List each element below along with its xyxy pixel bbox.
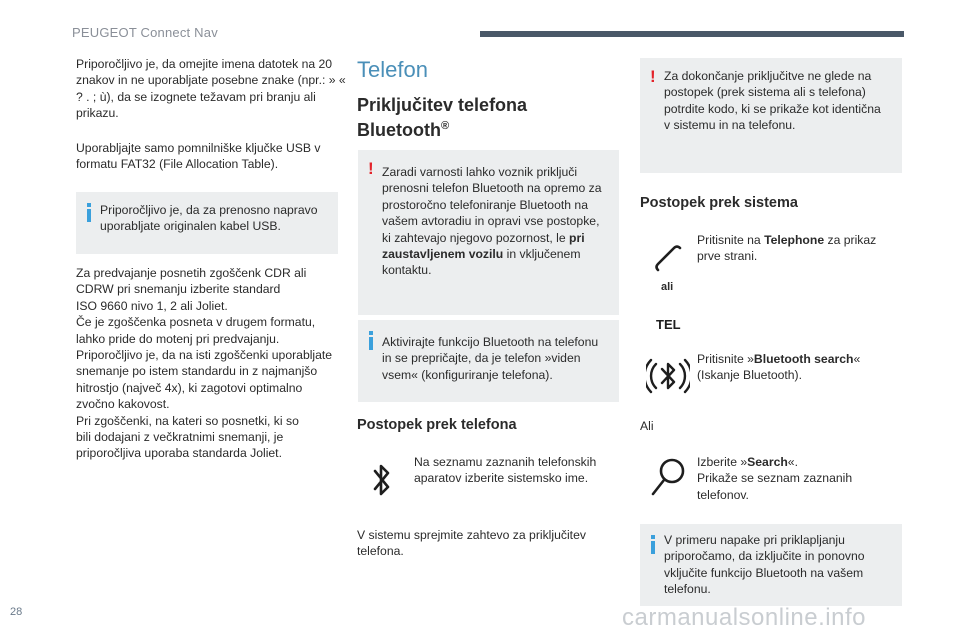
page-number: 28 [10, 606, 23, 618]
bluetooth-search-step-text [697, 351, 902, 384]
telephone-step-text [697, 232, 902, 265]
registered-mark: ® [440, 120, 450, 132]
search-step-line2: Prikaže se seznam zaznanih telefonov. [697, 471, 853, 502]
telephone-label: Telephone [764, 233, 825, 247]
watermark: carmanualsonline.info [622, 604, 866, 631]
search-icon [648, 455, 688, 499]
activate-bluetooth-info-box [358, 320, 619, 402]
cd-line: Priporočljivo je, da na isti zgoščenki uporabljate [76, 348, 333, 363]
usb-format-paragraph: Uporabljajte samo pomnilniške ključke USB v formatu FAT32 (File Allocation Table). [76, 141, 321, 172]
step-text-part: Pritisnite » [697, 352, 754, 366]
bluetooth-icon [368, 460, 396, 500]
warning-icon: ! [650, 67, 656, 86]
reconnect-info-text: V primeru napake pri priklapljanju priporočamo, da izključite in ponovno vključite funkcijo Bluetooth na vašem telefonu. [664, 533, 865, 597]
step-text-part: « (Iskanje Bluetooth). [697, 352, 861, 383]
usb-cable-info-box [76, 192, 338, 254]
cd-line: snemanje po istem standardu in z najmanjšo [76, 364, 318, 379]
cd-line: hitrostjo (največ 4x), ki zagotovi optimalno [76, 380, 303, 395]
cd-line: Za predvajanje posnetih zgoščenk CDR ali [76, 266, 307, 280]
ali-label: ali [661, 281, 674, 293]
accept-request-paragraph: V sistemu sprejmite zahtevo za priključitev telefona. [357, 528, 586, 559]
cd-line: priporočljiva uporaba standarda Joliet. [76, 446, 282, 461]
info-icon [651, 535, 655, 554]
usb-filename-paragraph: Priporočljivo je, da omejite imena datotek na 20 znakov in ne uporabljate posebne znake (npr.: » « ? . ; ù), da se izognete težavam pri branju ali prikazu. [76, 57, 346, 121]
cd-line: lahko pride do motenj pri predvajanju. [76, 331, 280, 346]
phone-procedure-heading: Postopek prek telefona [357, 417, 517, 433]
header-title: PEUGEOT Connect Nav [72, 25, 218, 40]
info-icon [369, 331, 373, 350]
cd-line: Če je zgoščenka posneta v drugem formatu, [76, 315, 316, 330]
warning-text-part: in vključenem kontaktu. [382, 247, 581, 278]
step-text-part: Pritisnite na [697, 233, 765, 247]
confirm-code-warning-box [640, 58, 902, 173]
step-text-part: Izberite » [697, 455, 748, 469]
step-text-part: za prikaz prve strani. [697, 233, 877, 264]
tel-button-label: TEL [656, 317, 681, 332]
cd-line: zvočno kakovost. [76, 397, 170, 412]
bluetooth-heading [357, 95, 617, 141]
search-step-text [697, 454, 902, 503]
ali-text: Ali [640, 419, 654, 433]
bluetooth-heading-line1: Priključitev telefona [357, 95, 528, 115]
warning-icon: ! [368, 159, 374, 178]
bluetooth-search-icon [646, 354, 690, 398]
warning-text-bold: pri zaustavljenem vozilu [382, 230, 585, 262]
confirm-code-text: Za dokončanje priključitve ne glede na postopek (prek sistema ali s telefona) potrdite kodo, ki se prikaže kot identična v sistemu in na telefonu. [664, 69, 881, 133]
warning-text-part: Zaradi varnosti lahko voznik priključi prenosni telefon Bluetooth na opremo za prostoročno telefoniranje Bluetooth na vašem avtoradiu in opravi vse postopke, ki zahtevajo njegovo pozornost, le [382, 165, 602, 245]
phone-step-text: Na seznamu zaznanih telefonskih aparatov izberite sistemsko ime. [414, 455, 597, 486]
cd-line: Pri zgoščenki, na kateri so posnetki, ki so [76, 413, 299, 428]
phone-icon [652, 242, 686, 276]
reconnect-info-box [640, 524, 902, 606]
search-step-line1 [697, 454, 902, 470]
bluetooth-search-label: Bluetooth search [753, 352, 854, 366]
bluetooth-heading-text: Bluetooth [357, 120, 441, 140]
header-bar [480, 31, 904, 37]
cd-recording-paragraph [76, 265, 348, 462]
step-text-part: «. [787, 455, 798, 469]
search-label: Search [747, 455, 788, 469]
section-title: Telefon [357, 57, 428, 82]
cd-line: CDRW pri snemanju izberite standard [76, 282, 281, 297]
cd-line: bili dodajani z večkratnimi snemanji, je [76, 430, 284, 445]
info-icon [87, 203, 91, 222]
system-procedure-heading: Postopek prek sistema [640, 195, 798, 211]
activate-bluetooth-text: Aktivirajte funkcijo Bluetooth na telefonu in se prepričajte, da je telefon »viden vsem« (konfiguriranje telefona). [382, 335, 599, 382]
cd-line: ISO 9660 nivo 1, 2 ali Joliet. [76, 298, 228, 313]
safety-warning-text [382, 164, 607, 279]
safety-warning-box [358, 150, 619, 315]
bluetooth-heading-line2 [357, 116, 617, 141]
usb-cable-info-text: Priporočljivo je, da za prenosno napravo uporabljate originalen kabel USB. [100, 203, 318, 234]
